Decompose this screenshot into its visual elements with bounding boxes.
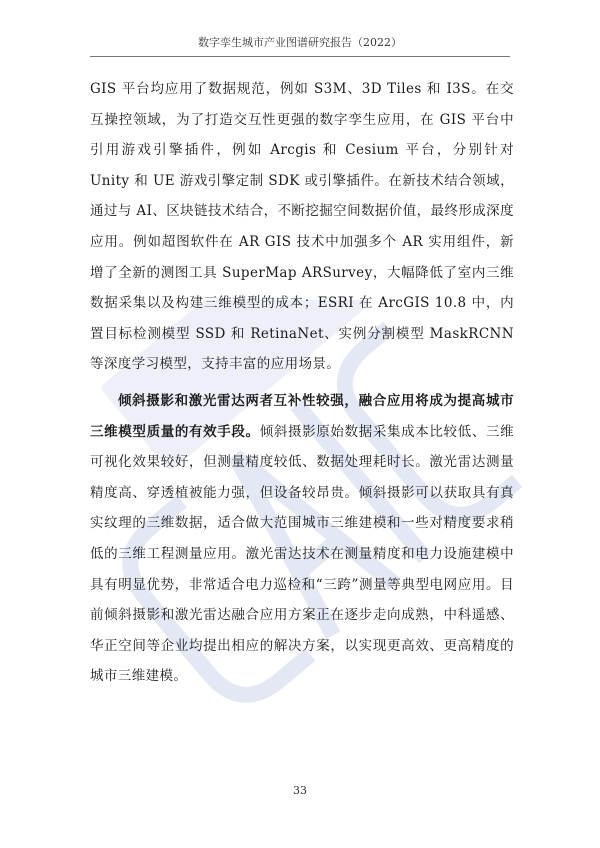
- paragraph-gis: [90, 74, 514, 380]
- paragraph-text: GIS 平台均应用了数据规范，例如 S3M、3D Tiles 和 I3S。在交互操控领域，为了打造交互性更强的数字孪生应用，在 GIS 平台中引用游戏引擎插件，例如 Arcgis 和 Cesium 平台，分别针对 Unity 和 UE 游戏引擎定制 SDK 或引擎插件。在新技术结合领域，通过与 AI、区块链技术结合，不断挖掘空间数据价值，最终形成深度应用。例如超图软件在 AR GIS 技术中加强多个 AR 实用组件，新增了全新的测图工具 SuperMap ARSurvey，大幅降低了室内三维数据采集以及构建三维模型的成本；ESRI 在 ArcGIS 10.8 中，内置目标检测模型 SSD 和 RetinaNet、实例分割模型 MaskRCNN 等深度学习模型，支持丰富的应用场景。: [90, 81, 514, 373]
- page-header: 数字孪生城市产业图谱研究报告（2022）: [90, 34, 510, 57]
- paragraph-oblique-lidar: [90, 386, 514, 692]
- paragraph-lead-sentence: 倾斜摄影和激光雷达两者互补性较强，融合应用将成为提高城市三维模型质量的有效手段。: [90, 392, 514, 440]
- paragraph-text: 倾斜摄影原始数据采集成本比较低、三维可视化效果较好，但测量精度较低、数据处理耗时长。激光雷达测量精度高、穿透植被能力强，但设备较昂贵。倾斜摄影可以获取具有真实纹理的三维数据，适合做大范围城市三维建模和一些对精度要求稍低的三维工程测量应用。激光雷达技术在测量精度和电力设施建模中具有明显优势，非常适合电力巡检和“三跨”测量等典型电网应用。目前倾斜摄影和激光雷达融合应用方案正在逐步走向成熟，中科遥感、华正空间等企业均提出相应的解决方案，以实现更高效、更高精度的城市三维建模。: [90, 423, 514, 685]
- body-text: [90, 74, 514, 692]
- page-number: 33: [293, 784, 307, 797]
